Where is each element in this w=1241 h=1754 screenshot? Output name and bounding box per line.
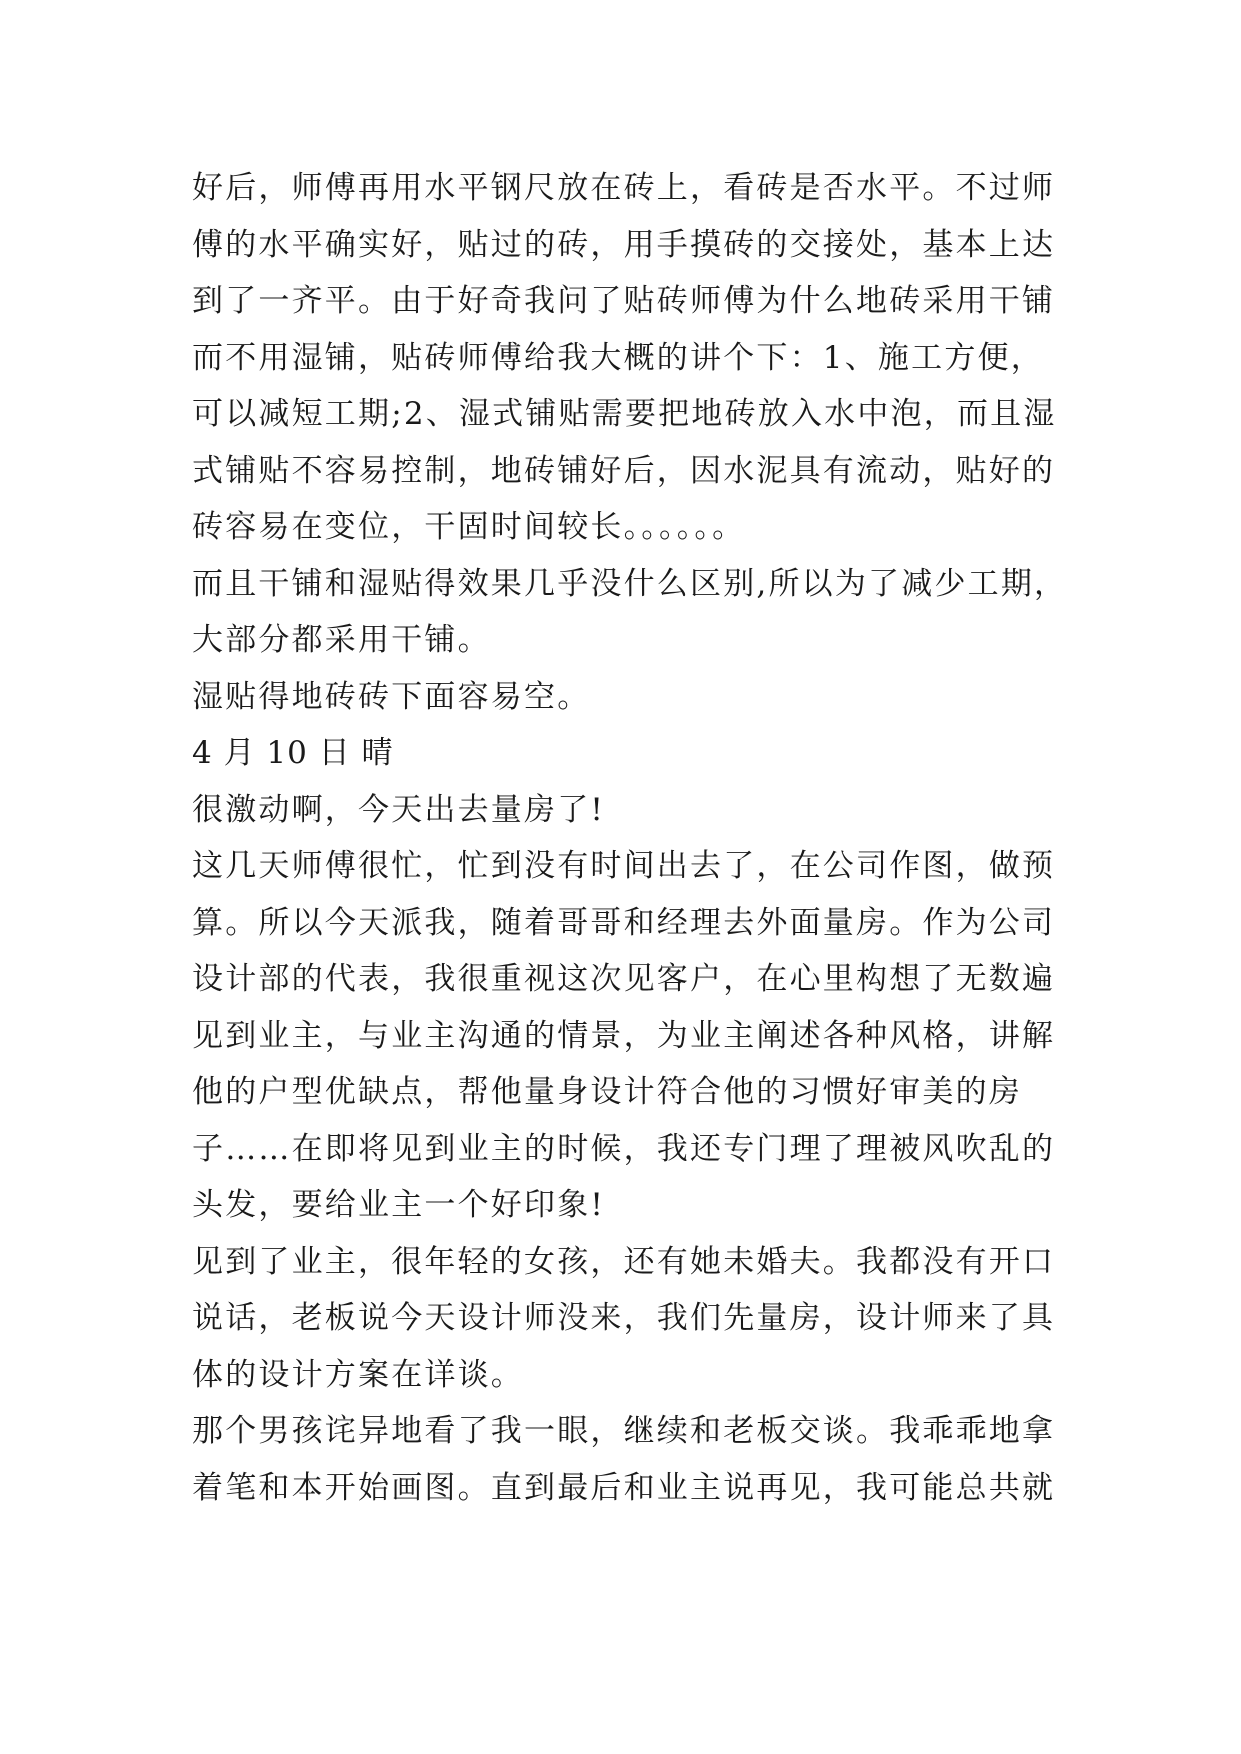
- text-line: 可以减短工期;2、湿式铺贴需要把地砖放入水中泡，而且湿: [192, 396, 1057, 432]
- text-line: 这几天师傅很忙，忙到没有时间出去了，在公司作图，做预: [192, 848, 1056, 884]
- text-line: 着笔和本开始画图。直到最后和业主说再见，我可能总共就: [192, 1469, 1056, 1506]
- text-line: 而且干铺和湿贴得效果几乎没什么区别,所以为了减少工期，: [192, 565, 1068, 602]
- text-line: 说话，老板说今天设计师没来，我们先量房，设计师来了具: [192, 1300, 1056, 1336]
- text-line: 很激动啊，今天出去量房了!: [192, 791, 606, 828]
- text-line: 而不用湿铺，贴砖师傅给我大概的讲个下：1、施工方便，: [192, 339, 1044, 376]
- text-line: 砖容易在变位，干固时间较长。。。。。。: [192, 509, 746, 545]
- text-line: 体的设计方案在详谈。: [192, 1356, 524, 1393]
- document-body: [192, 160, 1068, 1516]
- text-line: 好后，师傅再用水平钢尺放在砖上，看砖是否水平。不过师: [192, 170, 1056, 206]
- text-line: 到了一齐平。由于好奇我问了贴砖师傅为什么地砖采用干铺: [192, 283, 1056, 319]
- text-line: 见到了业主，很年轻的女孩，还有她未婚夫。我都没有开口: [192, 1243, 1056, 1280]
- text-line: 那个男孩诧异地看了我一眼，继续和老板交谈。我乖乖地拿: [192, 1413, 1056, 1449]
- text-line: 子……在即将见到业主的时候，我还专门理了理被风吹乱的: [192, 1130, 1056, 1167]
- text-line: 湿贴得地砖砖下面容易空。: [192, 678, 591, 715]
- text-line: 他的户型优缺点，帮他量身设计符合他的习惯好审美的房: [192, 1074, 1022, 1110]
- text-line: 式铺贴不容易控制，地砖铺好后，因水泥具有流动，贴好的: [192, 452, 1056, 489]
- text-line: 大部分都采用干铺。: [192, 622, 491, 658]
- text-line: 算。所以今天派我，随着哥哥和经理去外面量房。作为公司: [192, 904, 1056, 941]
- date-heading: 4 月 10 日 晴: [192, 735, 394, 771]
- text-line: 头发，要给业主一个好印象!: [192, 1187, 606, 1223]
- text-line: 傅的水平确实好，贴过的砖，用手摸砖的交接处，基本上达: [192, 226, 1056, 263]
- text-line: 设计部的代表，我很重视这次见客户，在心里构想了无数遍: [192, 961, 1056, 997]
- text-line: 见到业主，与业主沟通的情景，为业主阐述各种风格，讲解: [192, 1017, 1056, 1054]
